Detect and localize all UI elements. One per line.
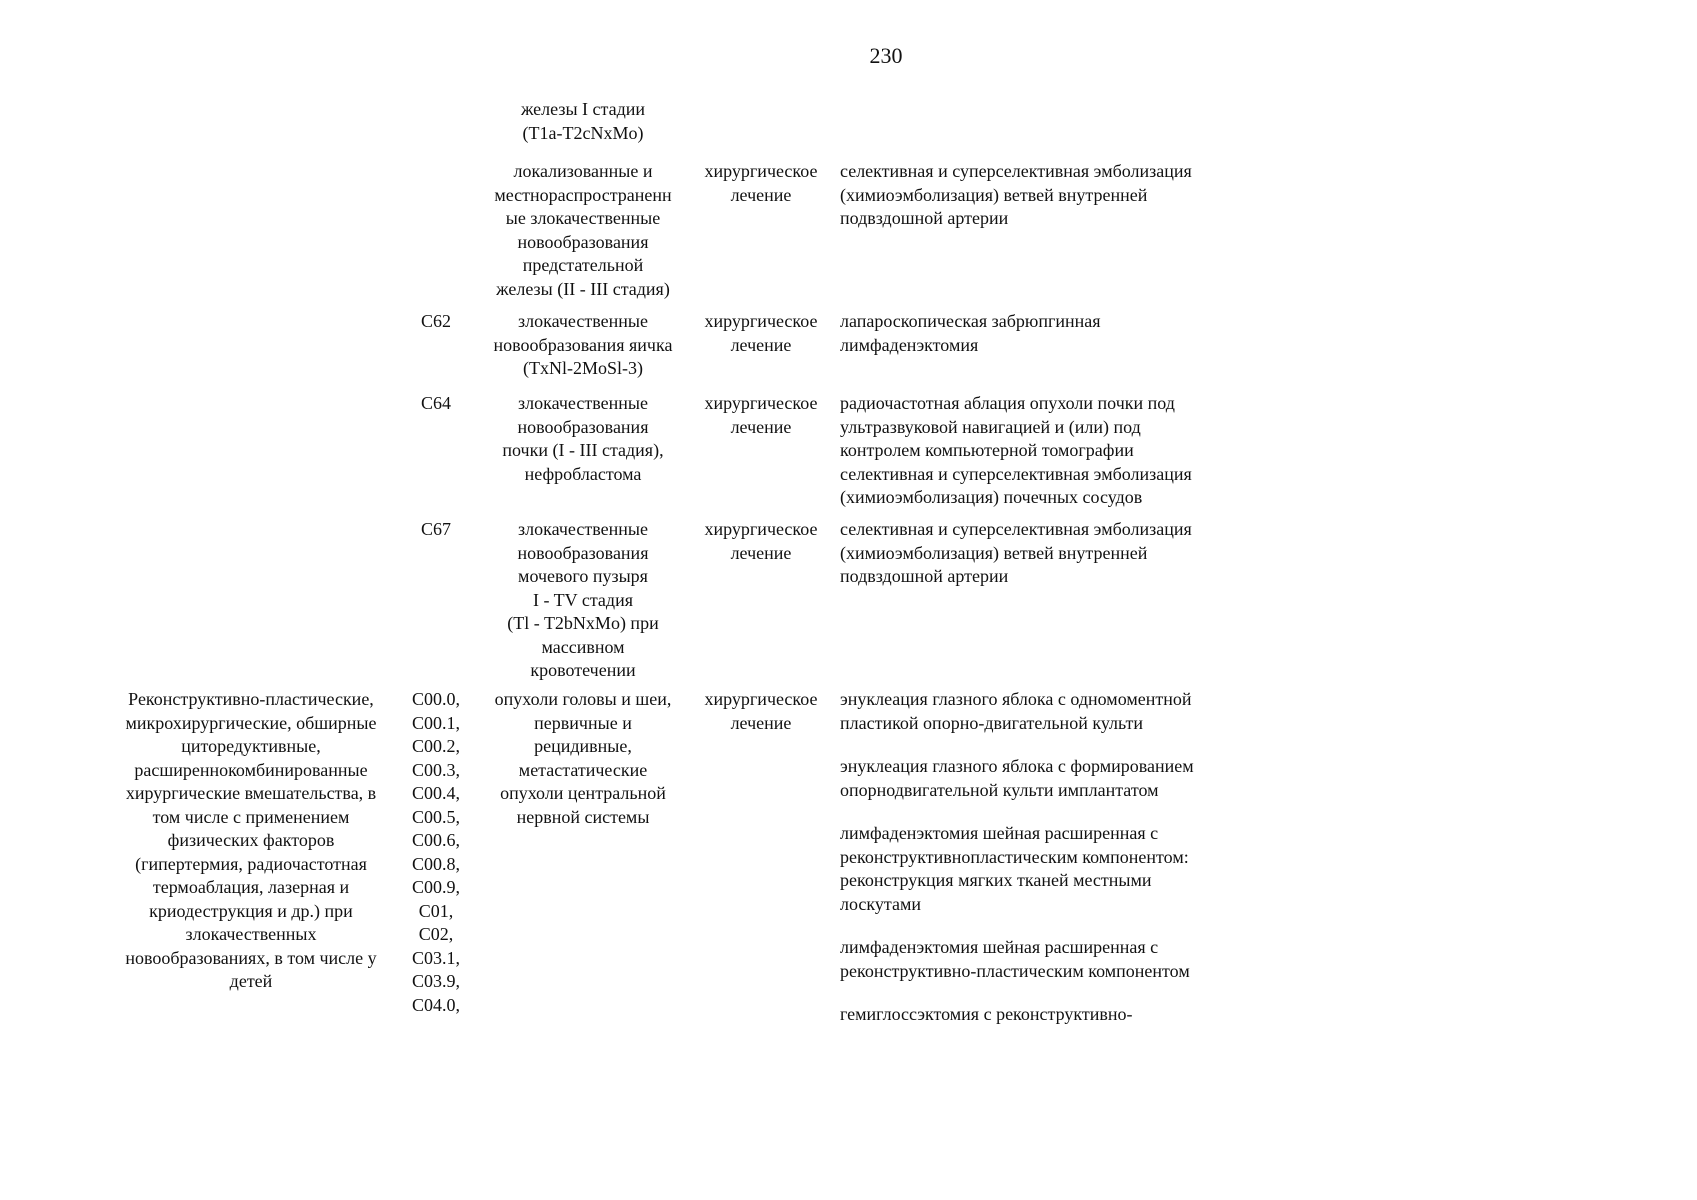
text-line: реконструктивно-пластическим компонентом bbox=[840, 960, 1190, 981]
text-line: реконструктивнопластическим компонентом: bbox=[840, 846, 1189, 867]
text-line: местнораспространенн bbox=[494, 184, 672, 205]
text-line: новообразования яичка bbox=[493, 334, 673, 355]
text-line: I - TV стадия bbox=[533, 589, 633, 610]
text-line: энуклеация глазного яблока с одномоментной bbox=[840, 689, 1192, 709]
text-line: лечение bbox=[730, 712, 792, 733]
text-line: злокачественных bbox=[185, 924, 317, 944]
text-line: лечение bbox=[730, 334, 792, 355]
diagnosis-cell bbox=[476, 688, 690, 829]
text-line: ультразвуковой навигацией и (или) под bbox=[840, 416, 1141, 437]
text-line: C00.3, bbox=[411, 759, 460, 780]
text-line: лечение bbox=[730, 416, 792, 437]
text-line: C00.0, bbox=[411, 689, 460, 709]
text-line: C00.6, bbox=[411, 830, 460, 850]
text-line: (гипертермия, радиочастотная bbox=[135, 853, 367, 874]
text-line: C67 bbox=[420, 519, 451, 539]
treatment-type-cell bbox=[694, 688, 828, 735]
text-line: хирургическое bbox=[704, 689, 818, 709]
procedure-group-cell bbox=[106, 688, 396, 994]
text-line: новообразования bbox=[517, 416, 649, 437]
text-line: локализованные и bbox=[513, 161, 653, 181]
text-line: циторедуктивные, bbox=[181, 736, 321, 756]
text-line: C00.9, bbox=[411, 877, 460, 897]
text-line: хирургическое bbox=[704, 161, 818, 181]
text-line: физических факторов bbox=[167, 830, 335, 850]
diagnosis-cell bbox=[476, 310, 690, 381]
text-line: селективная и суперселективная эмболизация bbox=[840, 161, 1192, 181]
text-line: селективная и суперселективная эмболизация bbox=[840, 463, 1192, 484]
text-line: C62 bbox=[420, 311, 451, 331]
text-line: почки (I - III стадия), bbox=[502, 440, 664, 460]
diagnosis-cell bbox=[476, 160, 690, 301]
text-line: C00.1, bbox=[411, 712, 460, 733]
text-line: криодеструкция и др.) при bbox=[149, 900, 353, 921]
text-line: подвздошной артерии bbox=[840, 208, 1009, 228]
text-line: C00.2, bbox=[411, 736, 460, 756]
text-line: лечение bbox=[730, 184, 792, 205]
treatment-method-item bbox=[840, 1003, 1250, 1027]
text-line: лимфаденэктомия шейная расширенная с bbox=[840, 823, 1159, 843]
treatment-type-cell bbox=[694, 310, 828, 357]
text-line: пластикой опорно-двигательной культи bbox=[840, 712, 1144, 733]
text-line: C00.4, bbox=[411, 783, 460, 803]
diagnosis-cell bbox=[476, 98, 690, 145]
text-line: железы (II - III стадия) bbox=[496, 278, 670, 299]
icd-codes-cell bbox=[408, 310, 464, 334]
text-line: микрохирургические, обширные bbox=[125, 712, 377, 733]
text-line: энуклеация глазного яблока с формированием bbox=[840, 756, 1194, 776]
text-line: (TxNl-2MoSl-3) bbox=[523, 358, 643, 378]
text-line: новообразования bbox=[517, 231, 649, 252]
treatment-method-cell bbox=[840, 392, 1250, 530]
treatment-method-item bbox=[840, 822, 1250, 916]
icd-codes-cell bbox=[408, 688, 464, 1017]
text-line: метастатические bbox=[518, 759, 648, 780]
text-line: радиочастотная аблация опухоли почки под bbox=[840, 393, 1175, 413]
text-line: лоскутами bbox=[840, 893, 922, 914]
text-line: термоаблация, лазерная и bbox=[152, 877, 350, 897]
text-line: (химиоэмболизация) ветвей внутренней bbox=[840, 184, 1148, 205]
text-line: C01, bbox=[418, 900, 454, 921]
text-line: (T1a-T2cNxMo) bbox=[522, 122, 644, 143]
treatment-method-item bbox=[840, 755, 1250, 802]
text-line: селективная и суперселективная эмболизация bbox=[840, 519, 1192, 539]
treatment-type-cell bbox=[694, 160, 828, 207]
text-line: опухоли головы и шеи, bbox=[494, 689, 672, 709]
treatment-method-item bbox=[840, 392, 1250, 510]
text-line: предстательной bbox=[522, 255, 644, 275]
text-line: Реконструктивно-пластические, bbox=[128, 689, 374, 709]
text-line: подвздошной артерии bbox=[840, 566, 1009, 586]
treatment-method-item bbox=[840, 936, 1250, 983]
text-line: новообразования bbox=[517, 542, 649, 563]
text-line: том числе с применением bbox=[152, 806, 350, 827]
text-line: нервной системы bbox=[516, 806, 650, 827]
treatment-method-cell bbox=[840, 688, 1250, 1047]
treatment-method-item bbox=[840, 518, 1250, 589]
diagnosis-cell bbox=[476, 518, 690, 683]
text-line: ые злокачественные bbox=[505, 208, 661, 228]
text-line: рецидивные, bbox=[534, 736, 632, 756]
text-line: мочевого пузыря bbox=[518, 566, 648, 586]
text-line: C03.9, bbox=[411, 971, 460, 991]
text-line: первичные и bbox=[534, 712, 632, 733]
text-line: расширеннокомбинированные bbox=[134, 759, 368, 780]
text-line: кровотечении bbox=[530, 660, 636, 680]
text-line: новообразованиях, в том числе у bbox=[125, 947, 377, 968]
text-line: C03.1, bbox=[411, 947, 460, 968]
text-line: (Tl - T2bNxMo) при bbox=[507, 613, 659, 633]
treatment-method-item bbox=[840, 688, 1250, 735]
page-number: 230 bbox=[869, 43, 903, 68]
treatment-method-cell bbox=[840, 518, 1250, 609]
text-line: хирургическое bbox=[704, 393, 818, 413]
text-line: (химиоэмболизация) ветвей внутренней bbox=[840, 542, 1148, 563]
text-line: C00.5, bbox=[411, 806, 460, 827]
text-line: злокачественные bbox=[518, 311, 648, 331]
text-line: хирургические вмешательства, в bbox=[125, 783, 377, 803]
text-line: C00.8, bbox=[411, 853, 460, 874]
text-line: реконструкция мягких тканей местными bbox=[840, 870, 1152, 890]
treatment-method-item bbox=[840, 160, 1250, 231]
icd-codes-cell bbox=[408, 392, 464, 416]
text-line: нефробластома bbox=[524, 463, 642, 484]
text-line: злокачественные bbox=[518, 519, 648, 539]
text-line: опухоли центральной bbox=[500, 783, 666, 803]
text-line: C02, bbox=[418, 924, 454, 944]
text-line: контролем компьютерной томографии bbox=[840, 440, 1134, 460]
text-line: лапароскопическая забрюпгинная bbox=[840, 311, 1101, 331]
text-line: лимфаденэктомия шейная расширенная с bbox=[840, 937, 1159, 957]
text-line: лечение bbox=[730, 542, 792, 563]
treatment-type-cell bbox=[694, 518, 828, 565]
text-line: хирургическое bbox=[704, 519, 818, 539]
treatment-method-cell bbox=[840, 160, 1250, 251]
text-line: опорнодвигательной культи имплантатом bbox=[840, 779, 1159, 800]
text-line: C04.0, bbox=[411, 994, 460, 1015]
treatment-method-item bbox=[840, 310, 1250, 357]
diagnosis-cell bbox=[476, 392, 690, 486]
text-line: массивном bbox=[541, 636, 625, 657]
text-line: хирургическое bbox=[704, 311, 818, 331]
text-line: лимфаденэктомия bbox=[840, 334, 979, 355]
text-line: железы I стадии bbox=[520, 99, 646, 119]
text-line: гемиглоссэктомия с реконструктивно- bbox=[840, 1004, 1133, 1024]
text-line: злокачественные bbox=[518, 393, 648, 413]
text-line: (химиоэмболизация) почечных сосудов bbox=[840, 487, 1143, 507]
icd-codes-cell bbox=[408, 518, 464, 542]
text-line: детей bbox=[229, 971, 273, 991]
treatment-method-cell bbox=[840, 310, 1250, 377]
text-line: C64 bbox=[420, 393, 451, 413]
treatment-type-cell bbox=[694, 392, 828, 439]
